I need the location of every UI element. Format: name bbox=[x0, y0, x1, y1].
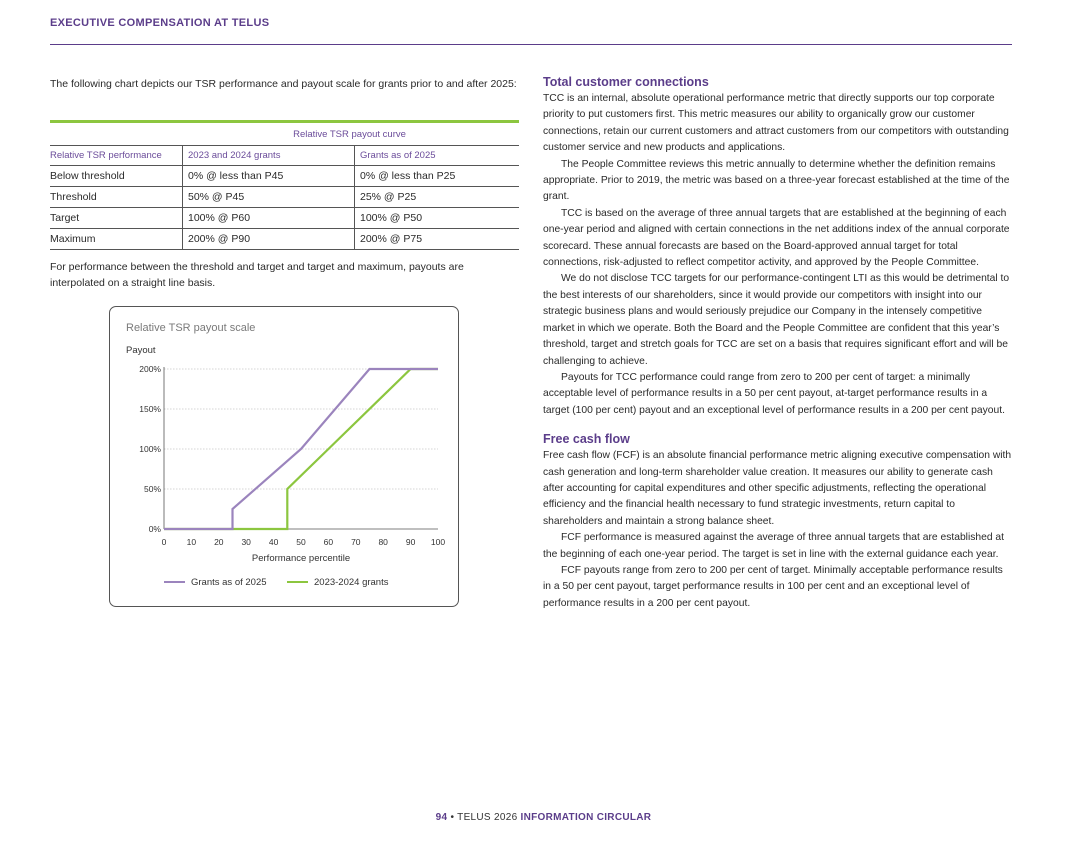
chart-y-axis-title: Payout bbox=[126, 345, 156, 356]
tsr-table-container bbox=[50, 120, 519, 250]
table-row bbox=[50, 229, 519, 250]
tcc-paragraph: The People Committee reviews this metric annually to determine whether the definition remains appropriate. Prior to 2019, the metric was based on a three-year forecast established at the time of the grant. bbox=[543, 158, 1010, 203]
tcc-heading: Total customer connections bbox=[543, 75, 709, 89]
table-cell: Maximum bbox=[50, 229, 183, 250]
chart-x-tick-label: 20 bbox=[214, 537, 224, 547]
chart-plot bbox=[110, 307, 460, 608]
fcf-heading: Free cash flow bbox=[543, 432, 630, 447]
chart-x-axis-title: Performance percentile bbox=[251, 553, 351, 564]
chart-series-line bbox=[164, 369, 438, 529]
table-col-header: Grants as of 2025 bbox=[355, 146, 520, 166]
chart-x-tick-label: 70 bbox=[351, 537, 361, 547]
page-number: 94 bbox=[435, 812, 448, 823]
table-cell: 100% @ P50 bbox=[355, 208, 520, 229]
interpolation-note: For performance between the threshold and target and target and maximum, payouts are interpolated on a straight line basis. bbox=[50, 261, 464, 289]
table-cell: 0% @ less than P25 bbox=[355, 166, 520, 187]
table-row bbox=[50, 187, 519, 208]
chart-x-tick-label: 80 bbox=[378, 537, 388, 547]
chart-x-tick-label: 60 bbox=[323, 537, 334, 547]
page-footer bbox=[0, 812, 1087, 823]
footer-doc-name: TELUS 2026 bbox=[457, 812, 521, 823]
table-row bbox=[50, 166, 519, 187]
chart-x-tick-label: 30 bbox=[241, 537, 251, 547]
chart-y-tick-label: 200% bbox=[139, 364, 161, 374]
legend-label: 2023-2024 grants bbox=[314, 577, 389, 588]
fcf-paragraph: Free cash flow (FCF) is an absolute financial performance metric aligning executive compensation with cash generation and long-term shareholder value creation. It measures our ability to generate cash after accounting for capital expenditures and other specific adjustments, reflecting the operational efficiency and the financial health necessary to fund strategic investments, return capital to shareholders and maintain a strong balance sheet. bbox=[543, 450, 1012, 527]
chart-title: Relative TSR payout scale bbox=[126, 322, 256, 334]
chart-x-tick-label: 40 bbox=[268, 537, 279, 547]
chart-x-tick-label: 100 bbox=[430, 537, 446, 547]
tcc-paragraph: TCC is an internal, absolute operational performance metric that directly supports our top corporate priority to put customers first. This metric measures our ability to organically grow our customer connections, retain our current customers and attract customers from our competitors with outstanding customer service and new products and applications. bbox=[543, 93, 1009, 154]
fcf-paragraph: FCF payouts range from zero to 200 per cent of target. Minimally acceptable performance results in a 50 per cent payout, target performance results in 100 per cent and an exceptional level of performance results in a 200 per cent payout. bbox=[543, 564, 1003, 609]
header-divider bbox=[50, 44, 1012, 45]
tcc-paragraph: We do not disclose TCC targets for our performance-contingent LTI as this would be detrimental to the best interests of our shareholders, since it would provide our competitors with insight into our strategic business plans and would seriously prejudice our Company in the intensely competitive market in which we operate. Both the Board and the People Committee are confident that this year’s threshold, target and stretch goals for TCC are set on a basis that requires significant effort and will be challenging to achieve. bbox=[543, 273, 1010, 367]
table-cell: 200% @ P90 bbox=[183, 229, 355, 250]
chart-y-tick-label: 0% bbox=[148, 524, 161, 534]
table-cell: 25% @ P25 bbox=[355, 187, 520, 208]
chart-y-tick-label: 100% bbox=[139, 444, 161, 454]
right-column bbox=[543, 74, 1013, 612]
table-cell: Threshold bbox=[50, 187, 183, 208]
table-col-header: 2023 and 2024 grants bbox=[183, 146, 355, 166]
table-col-header: Relative TSR performance bbox=[50, 146, 183, 166]
fcf-paragraph: FCF performance is measured against the average of three annual targets that are established at the beginning of each one-year period. The target is set in line with the external guidance each year. bbox=[543, 532, 1005, 560]
chart-x-tick-label: 50 bbox=[296, 537, 306, 547]
intro-paragraph: The following chart depicts our TSR performance and payout scale for grants prior to and after 2025: bbox=[50, 78, 517, 90]
table-super-header: Relative TSR payout curve bbox=[50, 123, 519, 146]
table-cell: 50% @ P45 bbox=[183, 187, 355, 208]
tsr-payout-chart bbox=[109, 306, 459, 607]
chart-y-tick-label: 150% bbox=[139, 404, 161, 414]
chart-x-tick-label: 10 bbox=[186, 537, 197, 547]
page-header-title: EXECUTIVE COMPENSATION AT TELUS bbox=[50, 17, 270, 29]
legend-label: Grants as of 2025 bbox=[191, 577, 267, 588]
table-cell: 200% @ P75 bbox=[355, 229, 520, 250]
table-cell: 0% @ less than P45 bbox=[183, 166, 355, 187]
tcc-paragraph: Payouts for TCC performance could range from zero to 200 per cent of target: a minimally acceptable level of performance results in a 50 per cent payout, at-target performance results in a target (100 per cent) payout and an exceptional level of performance results in a 200 per cent payout. bbox=[543, 371, 1005, 416]
footer-separator: • bbox=[447, 812, 458, 823]
chart-x-tick-label: 0 bbox=[161, 537, 167, 547]
left-column bbox=[50, 76, 520, 92]
table-row bbox=[50, 208, 519, 229]
chart-x-tick-label: 90 bbox=[405, 537, 416, 547]
tcc-paragraph: TCC is based on the average of three annual targets that are established at the beginning of each one-year period and aligned with certain connections in the net additions index of the annual corporate scorecard. These annual forecasts are based on the Board-approved annual target for total connections, risk-adjusted to reflect competitor activity, and approved by the People Committee. bbox=[543, 207, 1010, 269]
tsr-payout-table bbox=[50, 123, 519, 250]
table-cell: 100% @ P60 bbox=[183, 208, 355, 229]
chart-y-tick-label: 50% bbox=[143, 484, 161, 494]
table-cell: Target bbox=[50, 208, 183, 229]
table-cell: Below threshold bbox=[50, 166, 183, 187]
footer-doc-type: INFORMATION CIRCULAR bbox=[520, 812, 652, 823]
